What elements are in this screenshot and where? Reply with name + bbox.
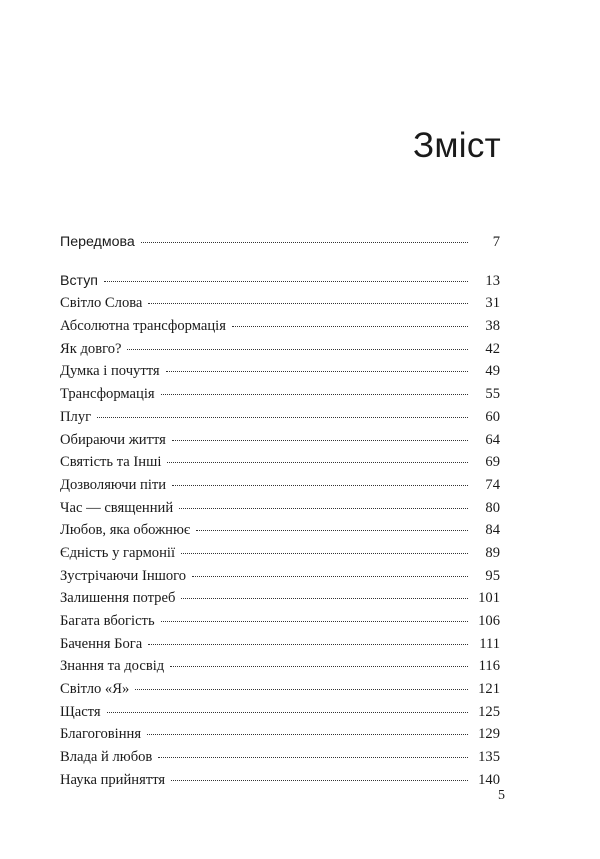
toc-entry-page: 13	[485, 272, 500, 289]
leader-dots	[232, 325, 468, 327]
toc-entry-page: 140	[478, 771, 500, 788]
toc-entry-label: Вступ	[60, 272, 98, 289]
toc-entry-page: 121	[478, 681, 500, 698]
toc-entry-label: Залишення потреб	[60, 590, 176, 607]
leader-dots	[166, 370, 468, 372]
toc-entry-label: Світло Слова	[60, 295, 143, 312]
toc-entry-label: Бачення Бога	[60, 635, 143, 652]
toc-entry-label: Абсолютна трансформація	[60, 318, 226, 335]
toc-entry	[60, 315, 500, 338]
leader-dots	[147, 733, 468, 735]
toc-entry-page: 7	[492, 234, 500, 250]
toc-entry-page: 101	[478, 590, 500, 607]
toc-entry	[60, 383, 500, 406]
toc-entry	[60, 655, 500, 678]
toc-entry	[60, 451, 500, 474]
toc-entry	[60, 723, 500, 746]
toc-entry-page: 60	[485, 408, 500, 425]
leader-dots	[171, 779, 468, 781]
toc-entry-page: 64	[485, 431, 500, 448]
toc-entry-label: Багата вбогість	[60, 613, 155, 629]
toc-entry	[60, 270, 500, 293]
toc-entry-page: 89	[485, 544, 500, 561]
toc-entry	[60, 406, 500, 429]
leader-dots	[161, 393, 468, 395]
toc-entry-page: 129	[478, 726, 500, 743]
toc-entry	[60, 429, 500, 452]
leader-dots	[141, 241, 468, 243]
leader-dots	[181, 597, 468, 599]
leader-dots	[192, 575, 468, 577]
leader-dots	[158, 756, 468, 758]
toc-entry	[60, 292, 500, 315]
leader-dots	[172, 484, 468, 486]
toc-entry-label: Зустрічаючи Іншого	[60, 567, 187, 584]
toc-entry-page: 80	[485, 499, 500, 516]
toc-entry-label: Світло «Я»	[60, 681, 130, 698]
leader-dots	[181, 552, 468, 554]
toc-entry	[60, 678, 500, 701]
toc-entry-label: Єдність у гармонії	[60, 544, 176, 561]
toc-entry	[60, 231, 500, 254]
toc-entry-page: 74	[485, 476, 500, 493]
table-of-contents	[60, 231, 500, 792]
leader-dots	[161, 620, 468, 622]
toc-entry-label: Благоговіння	[60, 726, 142, 743]
toc-entry-page: 42	[485, 340, 500, 357]
toc-entry	[60, 474, 500, 497]
toc-entry-label: Влада й любов	[60, 749, 153, 766]
page-title: Зміст	[412, 126, 501, 165]
toc-entry-label: Любов, яка обожнює	[60, 522, 191, 539]
leader-dots	[107, 711, 468, 713]
toc-entry	[60, 633, 500, 656]
toc-entry-page: 116	[478, 658, 500, 675]
leader-dots	[97, 416, 468, 418]
toc-entry-label: Знання та досвід	[60, 658, 165, 675]
toc-entry-page: 125	[478, 703, 500, 720]
toc-entry	[60, 610, 500, 633]
leader-dots	[167, 461, 468, 463]
toc-entry-label: Передмова	[60, 234, 135, 250]
toc-entry-page: 49	[485, 363, 500, 380]
toc-entry-label: Щастя	[60, 703, 101, 720]
toc-entry-label: Святість та Інші	[60, 454, 162, 471]
toc-entry	[60, 497, 500, 520]
toc-entry	[60, 587, 500, 610]
toc-entry-label: Плуг	[60, 408, 92, 425]
leader-dots	[148, 302, 468, 304]
leader-dots	[172, 439, 468, 441]
toc-entry	[60, 565, 500, 588]
toc-entry-label: Як довго?	[60, 340, 122, 357]
leader-dots	[135, 688, 468, 690]
toc-entry-page: 111	[479, 635, 500, 652]
leader-dots	[148, 643, 468, 645]
leader-dots	[196, 529, 468, 531]
toc-entry-label: Обираючи життя	[60, 431, 166, 448]
leader-dots	[104, 280, 468, 282]
toc-entry-label: Наука прийняття	[60, 771, 166, 788]
toc-entry-page: 38	[485, 318, 500, 335]
toc-entry-page: 55	[485, 386, 500, 403]
toc-entry	[60, 746, 500, 769]
leader-dots	[127, 348, 468, 350]
toc-entry-page: 106	[478, 613, 500, 629]
toc-entry	[60, 542, 500, 565]
page-number: 5	[498, 788, 505, 803]
toc-entry-label: Дозволяючи піти	[60, 476, 167, 493]
toc-entry-page: 135	[478, 749, 500, 766]
toc-entry-page: 31	[485, 295, 500, 312]
toc-entry	[60, 769, 500, 792]
toc-entry	[60, 338, 500, 361]
toc-entry-label: Думка і почуття	[60, 363, 160, 380]
toc-entry	[60, 360, 500, 383]
toc-entry-label: Час — священний	[60, 499, 174, 516]
toc-entry	[60, 519, 500, 542]
leader-dots	[179, 507, 468, 509]
toc-entry	[60, 701, 500, 724]
toc-entry-page: 69	[485, 454, 500, 471]
toc-entry-page: 84	[485, 522, 500, 539]
toc-entry-label: Трансформація	[60, 386, 155, 403]
toc-entry-page: 95	[485, 567, 500, 584]
leader-dots	[170, 665, 468, 667]
